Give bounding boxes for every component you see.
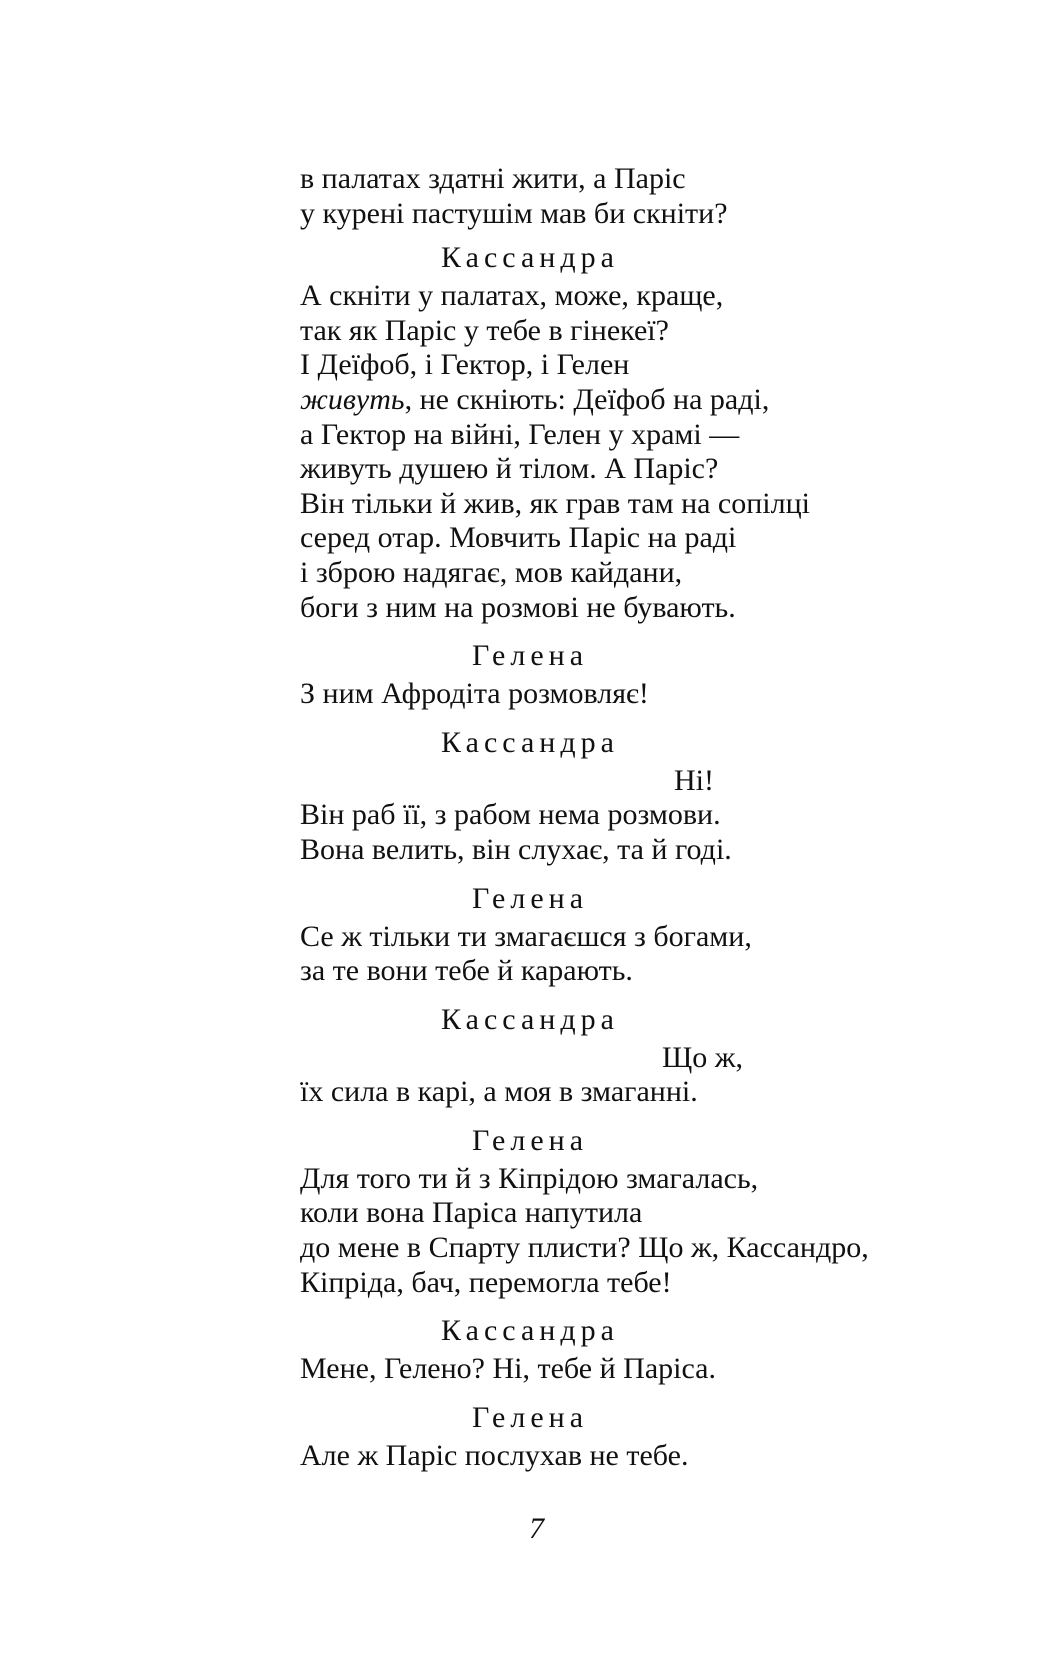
verse-line: боги з ним на розмові не бувають. — [300, 590, 736, 624]
verse-line: живуть душею й тілом. А Паріс? — [300, 452, 719, 486]
verse-line: Вона велить, він слухає, та й годі. — [300, 832, 732, 866]
verse-line: І Деїфоб, і Гектор, і Гелен — [300, 348, 630, 382]
verse-line: коли вона Паріса напутила — [300, 1196, 643, 1230]
verse-line: Для того ти й з Кіпрідою змагалась, — [300, 1161, 759, 1195]
verse-line: серед отар. Мовчить Паріс на раді — [300, 521, 737, 555]
verse-line: а Гектор на війні, Гелен у храмі — — [300, 417, 740, 451]
verse-line: в палатах здатні жити, а Паріс — [300, 162, 686, 195]
verse-line: до мене в Спарту плисти? Що ж, Кассандро, — [300, 1231, 869, 1265]
speaker-name: Кассандра — [441, 725, 619, 759]
verse-line: Мене, Гелено? Ні, тебе й Паріса. — [300, 1352, 716, 1386]
speaker-name: Кассандра — [441, 1002, 619, 1036]
verse-line: З ним Афродіта розмовляє! — [300, 677, 649, 711]
speaker-name: Гелена — [471, 639, 589, 673]
emphasized-word: живуть — [300, 382, 405, 416]
verse-line: Ні! — [674, 763, 714, 797]
verse-line: Але ж Паріс послухав не тебе. — [300, 1438, 689, 1472]
verse-line: їх сила в карі, а моя в змаганні. — [300, 1075, 698, 1109]
verse-line-rest: , не скніють: Деїфоб на раді, — [404, 382, 770, 416]
verse-line: Він тільки й жив, як грав там на сопілці — [300, 486, 810, 520]
verse-line: Се ж тільки ти змагаєшся з богами, — [300, 919, 752, 953]
verse-line: Він раб її, з рабом нема розмови. — [300, 798, 721, 832]
speaker-name: Гелена — [471, 1400, 589, 1434]
verse-line: і зброю надягає, мов кайдани, — [300, 555, 683, 589]
verse-line: Що ж, — [662, 1040, 743, 1074]
speaker-name: Гелена — [471, 881, 589, 915]
speaker-name: Гелена — [471, 1123, 589, 1157]
verse-line: так як Паріс у тебе в гінекеї? — [300, 313, 669, 347]
verse-line: А скніти у палатах, може, краще, — [300, 279, 724, 313]
speaker-name: Кассандра — [441, 1314, 619, 1348]
verse-line — [300, 383, 940, 418]
verse-line: за те вони тебе й карають. — [300, 954, 633, 988]
page-number: 7 — [529, 1512, 544, 1545]
drama-text — [300, 162, 940, 1473]
verse-line: у курені пастушім мав би скніти? — [300, 196, 728, 230]
verse-line: Кіпріда, бач, перемогла тебе! — [300, 1265, 672, 1299]
speaker-name: Кассандра — [441, 241, 619, 275]
